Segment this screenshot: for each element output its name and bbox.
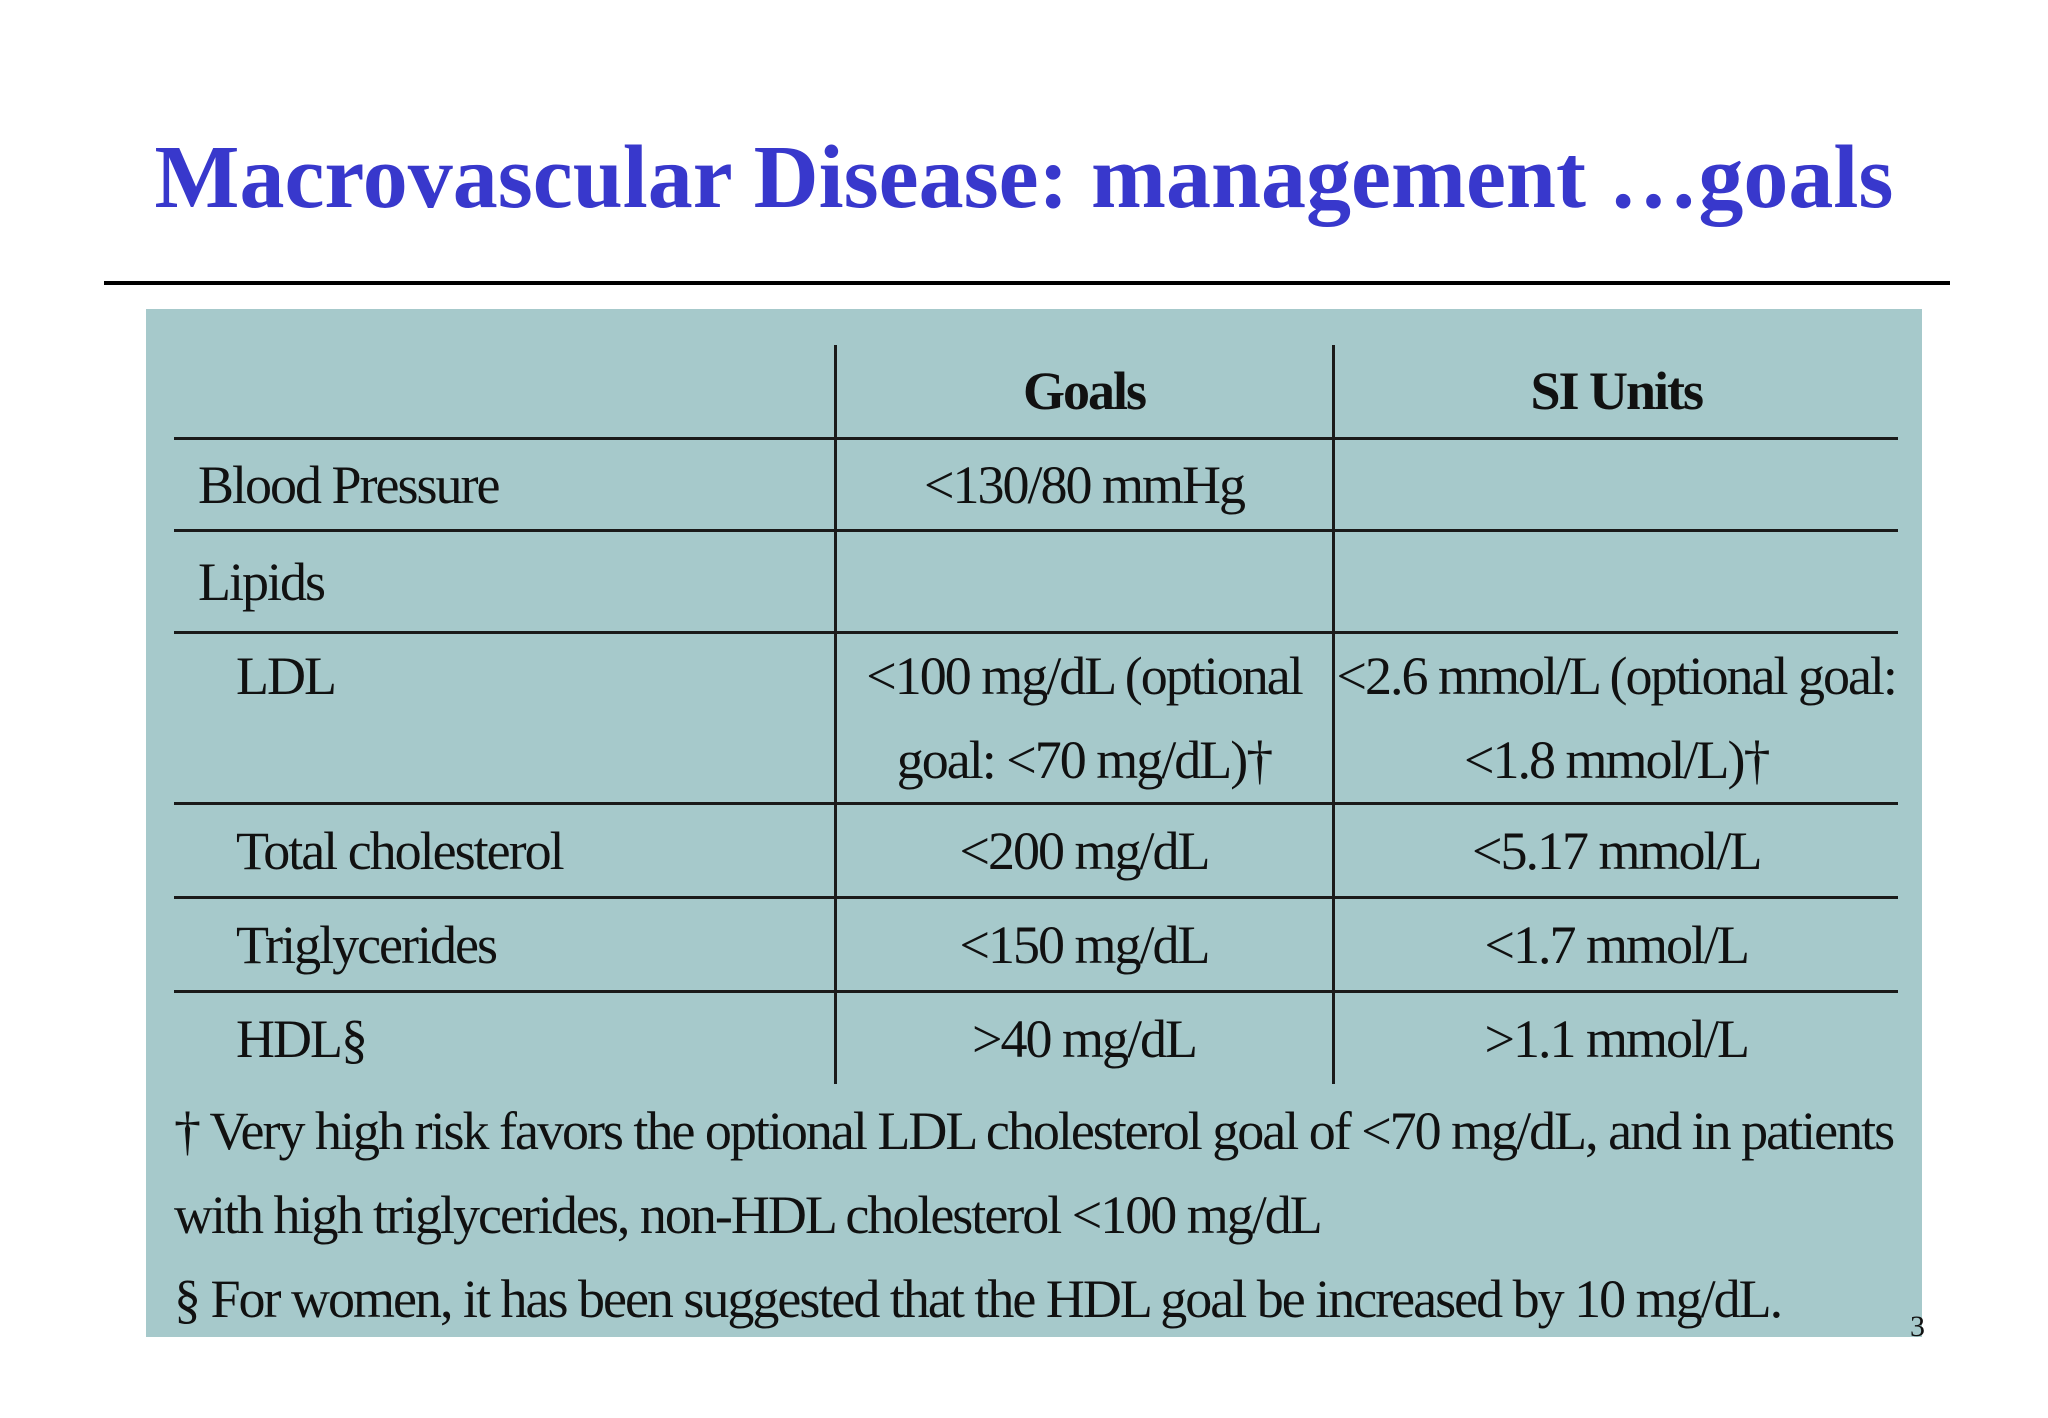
table-row: [174, 898, 1898, 992]
row-goal: <100 mg/dL (optional goal: <70 mg/dL)†: [835, 633, 1333, 804]
row-goal: <200 mg/dL: [835, 804, 1333, 898]
table-row: [174, 992, 1898, 1085]
row-parameter: HDL§: [236, 1008, 366, 1069]
table-row: [174, 439, 1898, 531]
footnotes: [174, 1089, 1914, 1341]
row-parameter: Total cholesterol: [174, 804, 835, 898]
page-number: 3: [1910, 1310, 1925, 1343]
goals-table-panel: [146, 309, 1922, 1337]
row-goal: <150 mg/dL: [835, 898, 1333, 992]
row-si: <5.17 mmol/L: [1333, 804, 1898, 898]
row-si: >1.1 mmol/L: [1333, 992, 1898, 1085]
slide-title: Macrovascular Disease: management …goals: [154, 128, 1894, 227]
row-goal: [835, 531, 1333, 633]
footnote-section: § For women, it has been suggested that the HDL goal be increased by 10 mg/dL.: [174, 1269, 1782, 1329]
row-si: [1333, 439, 1898, 531]
table-row: [174, 531, 1898, 633]
row-si: <1.7 mmol/L: [1333, 898, 1898, 992]
row-parameter: Blood Pressure: [174, 439, 835, 531]
goals-table: [174, 345, 1898, 1084]
row-si: <2.6 mmol/L (optional goal: <1.8 mmol/L)†: [1333, 633, 1898, 804]
table-row: [174, 804, 1898, 898]
row-parameter: Triglycerides: [174, 898, 835, 992]
row-goal: >40 mg/dL: [835, 992, 1333, 1085]
row-parameter: Lipids: [174, 531, 835, 633]
row-si: [1333, 531, 1898, 633]
row-goal: <130/80 mmHg: [835, 439, 1333, 531]
column-header-goals: Goals: [835, 345, 1333, 439]
column-header-si-units: SI Units: [1333, 345, 1898, 439]
table-row: [174, 633, 1898, 804]
title-divider: [104, 281, 1950, 285]
row-parameter: LDL: [174, 633, 835, 804]
column-header-parameter: [174, 345, 835, 439]
footnote-dagger: † Very high risk favors the optional LDL cholesterol goal of <70 mg/dL, and in patients with high triglycerides, non-HDL cholesterol <100 mg/dL: [174, 1101, 1894, 1245]
table-header-row: [174, 345, 1898, 439]
